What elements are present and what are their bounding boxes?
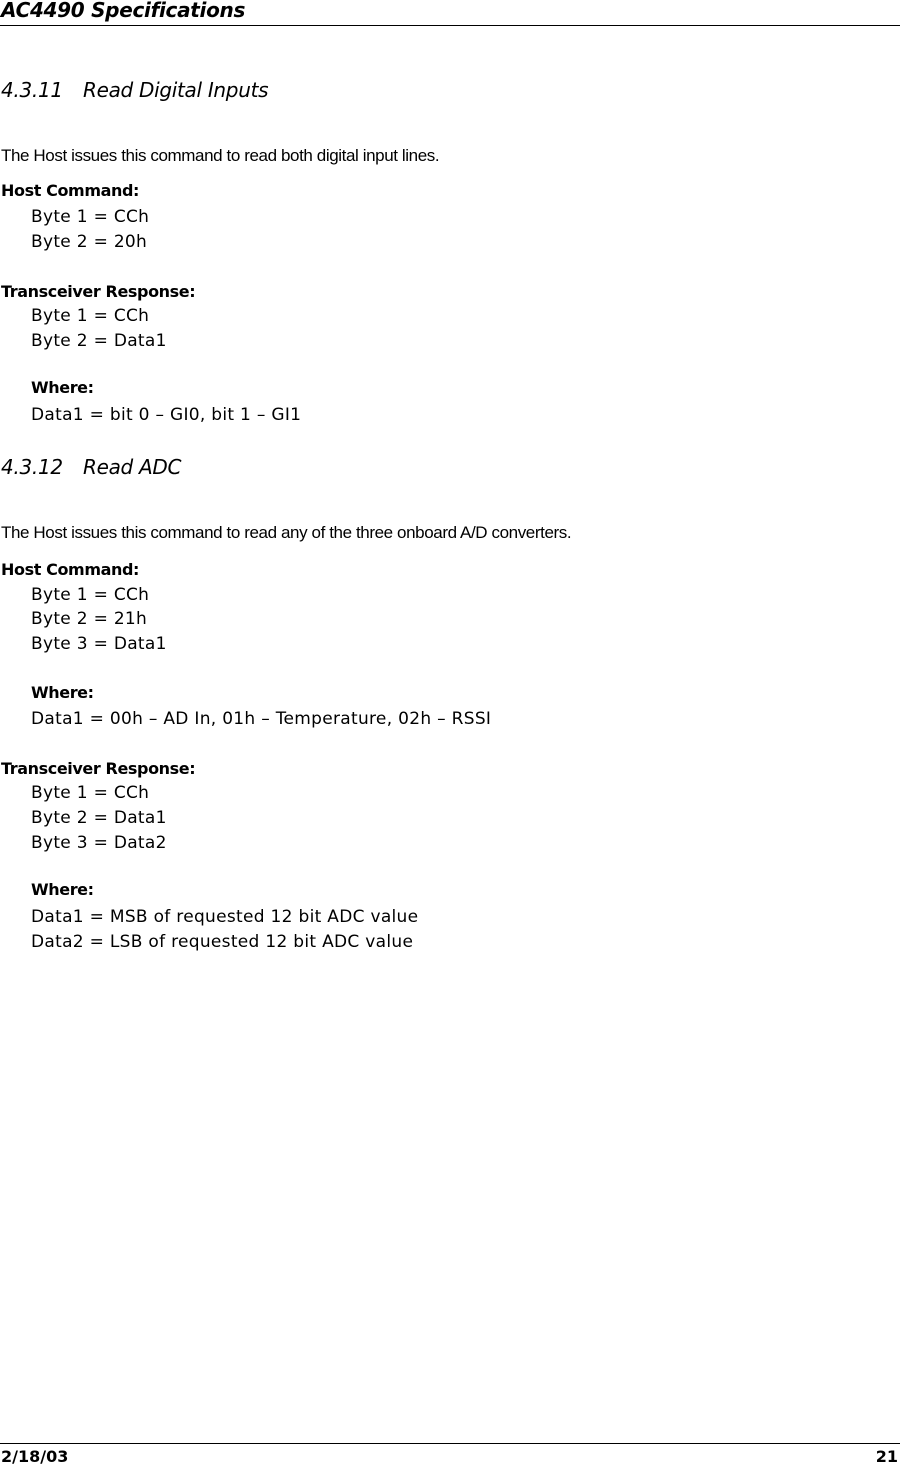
- document-title: AC4490 Specifications: [1, 0, 246, 22]
- host-command-label: Host Command:: [1, 181, 140, 200]
- section-title: Read ADC: [83, 455, 182, 479]
- transceiver-response-label: Transceiver Response:: [1, 759, 196, 778]
- where-label: Where:: [31, 683, 94, 702]
- where-definition: Data1 = bit 0 – GI0, bit 1 – GI1: [31, 405, 302, 425]
- footer-date: 2/18/03: [1, 1447, 69, 1466]
- host-command-byte: Byte 3 = Data1: [31, 634, 167, 654]
- section-title: Read Digital Inputs: [83, 78, 269, 102]
- page-header: [0, 0, 900, 26]
- host-command-byte: Byte 2 = 20h: [31, 232, 148, 252]
- where-label: Where:: [31, 880, 94, 899]
- section-heading-read-digital-inputs: [1, 78, 268, 102]
- host-command-byte: Byte 1 = CCh: [31, 207, 150, 227]
- response-byte: Byte 3 = Data2: [31, 833, 167, 853]
- host-command-byte: Byte 1 = CCh: [31, 585, 150, 605]
- section-intro: The Host issues this command to read any of the three onboard A/D converters.: [1, 523, 572, 542]
- where-label: Where:: [31, 378, 94, 397]
- host-command-byte: Byte 2 = 21h: [31, 609, 148, 629]
- where-definition: Data1 = 00h – AD In, 01h – Temperature, 02h – RSSI: [31, 709, 492, 729]
- transceiver-response-label: Transceiver Response:: [1, 282, 196, 301]
- host-command-label: Host Command:: [1, 560, 140, 579]
- response-byte: Byte 1 = CCh: [31, 306, 150, 326]
- response-byte: Byte 2 = Data1: [31, 331, 167, 351]
- section-heading-read-adc: [1, 455, 181, 479]
- page-number: 21: [875, 1447, 898, 1466]
- where-definition: Data2 = LSB of requested 12 bit ADC value: [31, 932, 414, 952]
- response-byte: Byte 2 = Data1: [31, 808, 167, 828]
- response-byte: Byte 1 = CCh: [31, 783, 150, 803]
- section-number: 4.3.11: [1, 78, 63, 102]
- page-footer: [0, 1443, 900, 1469]
- where-definition: Data1 = MSB of requested 12 bit ADC value: [31, 907, 419, 927]
- section-intro: The Host issues this command to read both digital input lines.: [1, 146, 440, 165]
- section-number: 4.3.12: [1, 455, 63, 479]
